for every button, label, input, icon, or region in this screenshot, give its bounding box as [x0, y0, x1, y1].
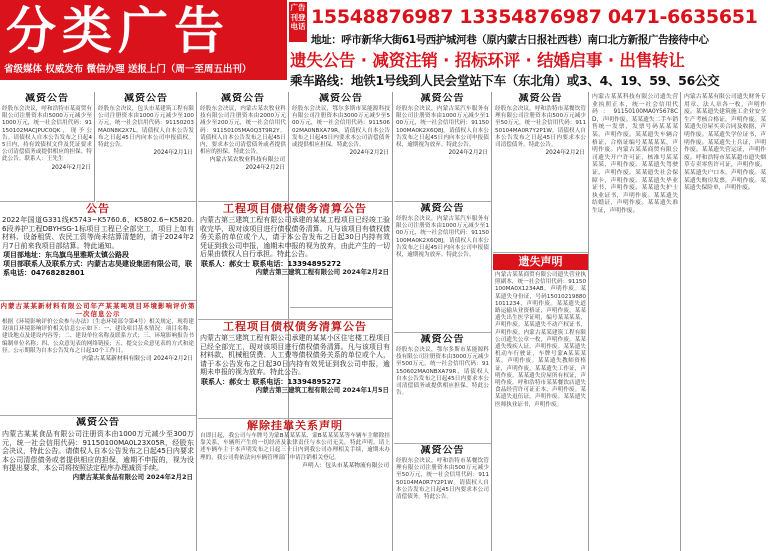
notice-affiliation-termination [198, 420, 392, 551]
notice-date: 2024年2月2日 [51, 164, 91, 171]
notice-title: 减资公告 [25, 93, 69, 104]
notice-title: 减资公告 [518, 93, 563, 104]
notice-date: 内蒙古某农牧业科技有限公司 2024年2月2日 [209, 157, 285, 171]
notice-body: 内蒙古第三建筑工程有限公司承建的某某工程项目已经竣工验收完毕，现对该项目进行债权债务清算。凡与该项目有债权债务关系的单位或个人，请于本公告发布之日起30日内持有效凭证到我公司申报，逾期未申报的视为放弃，由此产生的一切后果由债权人自行承担。特此公告。 [200, 216, 390, 259]
notice-capital-reduction [493, 93, 588, 253]
notice-date: 2024年2月2日 [349, 150, 389, 157]
notice-capital-reduction [96, 93, 196, 202]
column-divider [588, 92, 589, 551]
column-divider [94, 92, 95, 202]
lost-notice-body: 内蒙古某某科技有限公司遗失营业执照正本，统一社会信用代码：91150100MA0Y5678CD，声明作废。某某遗失二手车销售统一发票，发票号码某某某某，声明作废。某某遗失车辆合格证，合格证编号某某某某，声明作废。内蒙古某某商贸有限公司遗失开户许可证，核准号某某某某，声明作废。某某遗失驾驶证，声明作废。某某遗失社会保障卡，声明作废。某某遗失毕业证书，声明作废。某某遗失护士执业证书，声明作废。某某遗失结婚证，声明作废。某某遗失准生证，声明作废。 [592, 94, 678, 214]
notice-date: 2024年2月2日 [448, 150, 488, 157]
notice-contact-address: 项目部地址：东乌旗乌里雅斯太镇公路段 [3, 251, 129, 260]
notice-debt-clearance [198, 321, 392, 419]
notice-title: 减资公告 [319, 93, 363, 104]
hotline-tag: 广告刊登电话 [289, 2, 307, 42]
notice-title: 减资公告 [420, 334, 465, 345]
notice-date: 内蒙古第三建筑工程有限公司 2024年1月5日 [255, 385, 389, 394]
notice-capital-reduction [394, 334, 491, 444]
notice-body: 内蒙古某某食品有限公司注册资本由1000万元减少至300万元，统一社会信用代码：91150100MA0L23X05R，经股东会决议，特此公告。请债权人自本公告发布之日起45日内要求本公司清偿债务或者提供相应的担保，逾期不申报的，视为没有提出要求，本公司将按照法定程序办理减资手续。 [2, 430, 194, 473]
notice-title: 公告 [86, 203, 110, 215]
notice-body: 自即日起，我公司与车牌号为蒙B某某某某、蒙B某某某某等车辆车主解除挂靠关系，车辆所产生的一切经济及法律责任与本公司无关，特此声明。请上述车辆车主于本声明发布之日起三十日内到我公司办理相关手续，逾期未办理的，我公司将依法向车辆管理部门申请注销相关登记。 [200, 433, 390, 461]
notice-capital-reduction [394, 445, 491, 551]
notice-project-completion [0, 203, 196, 301]
column-divider [392, 92, 393, 551]
notice-body: 经股东会决议，鄂尔多斯市某能源科技有限公司注册资本由3000万元减少至500万元，统一社会信用代码：91150602MA0NBXA79R。请债权人自本公告发布之日起45日内要求本公司清偿债务或提供相应担保。特此公告。 [292, 106, 390, 149]
notice-contact: 联系人：郝女士 联系电话：13394895272 [201, 259, 342, 268]
notice-date: 内蒙古第三建筑工程有限公司 2024年2月2日 [255, 267, 389, 276]
notice-body: 2022年国道G331线K5743~K5760.6、K5802.6~K5820.6段养护工程DBYHSG-1标项目工程已全部完工，项目上如有材料、设备租赁、农民工资等尚未结算清楚的，请于2024年2月7日前来我项目部结算。特此通知。 [2, 216, 194, 250]
notice-title: 工程项目债权债务清算公告 [223, 203, 367, 215]
notice-title: 减资公告 [420, 445, 465, 456]
notice-title: 工程项目债权债务清算公告 [223, 321, 367, 333]
service-list: 遗失公告 · 减资注销 · 招标环评 · 结婚启事 · 出售转让 [290, 51, 685, 70]
notice-body: 根据《环境影响评价公众参与办法》（生态环境部令第4号）相关规定，现将建设项目环境影响评价相关信息公示如下：一、建设项目基本情况：项目名称、建设地点及建设内容等；二、建设单位名称及联系方式；三、环境影响报告书编制单位名称；四、公众意见表的网络链接；五、提交公众意见表的方式和途径。公示期限为自本公告发布之日起10个工作日。 [2, 319, 194, 354]
office-address: 地址：呼市新华大街61号西护城河巷（原内蒙古日报社西巷）南口北方新报广告接待中心 [311, 34, 709, 46]
notice-body: 经股东会决议，呼和浩特市某餐饮管理有限公司注册资本由500万元减少至50万元，统一社会信用代码：91150104MA0R7Y2P1W。请债权人自本公告发布之日起45日内要求本公司清偿债务。特此公告。 [396, 458, 489, 501]
column-divider [491, 92, 492, 551]
notice-capital-reduction [0, 93, 94, 202]
notice-title: 减资公告 [76, 417, 120, 428]
lost-notice-list [590, 93, 680, 551]
notice-title: 减资公告 [420, 93, 465, 104]
notice-body: 经股东会决议，内蒙古某农牧业科技有限公司注册资本由2000万元减少至200万元，统一社会信用代码：91150105MA0Q3T9R2Y。请债权人自本公告发布之日起45日内，要求本公司清偿债务或者提供相应的担保。特此公告。 [200, 106, 286, 156]
notice-capital-reduction [0, 417, 196, 551]
column-divider [196, 202, 197, 551]
notice-capital-reduction [290, 203, 392, 308]
notice-date: 2024年2月2日 [545, 150, 585, 157]
notice-title: 内蒙古某某新材料有限公司年产某某吨项目环境影响评价第一次信息公示 [0, 302, 196, 318]
hotline-phones: 15548876987 13354876987 0471-6635651 [311, 6, 758, 28]
column-divider [196, 92, 197, 202]
bus-route: 乘车路线：地铁1号线到人民会堂站下车（东北角）或3、4、19、59、56公交 [290, 73, 720, 88]
notice-body: 经股东会决议，呼和浩特市某商贸有限公司注册资本由5000万元减少至1000万元，统一社会信用代码：91150102MACJPUC0QK，现予公告。请债权人自本公告发布之日起45日内，持有效债权文件及凭证要求公司清偿债务或提供相应的担保。特此公告。联系人：王先生 [2, 106, 92, 163]
notice-body: 经股东会决议，内蒙古某汽车服务有限公司注册资本由1000万元减少至100万元，统一社会信用代码：91150100MA0K2X6Q8J。请债权人自本公告发布之日起45日内向本公司申报债权，逾期视为放弃。特此公告。 [396, 216, 489, 259]
notice-date: 内蒙古某某新材料有限公司 2024年2月2日 [82, 356, 193, 363]
notice-capital-reduction [394, 93, 491, 202]
notice-body: 经股东会决议，鄂尔多斯市某能源科技有限公司注册资本由3000万元减少至500万元，统一社会信用代码：91150602MA0NBXA79R。请债权人自本公告发布之日起45日内要求本公司清偿债务或提供相应担保。特此公告。 [396, 347, 489, 397]
notice-title: 减资公告 [124, 93, 168, 104]
notice-body: 经股东会决议，呼和浩特市某餐饮管理有限公司注册资本由500万元减少至50万元，统一社会信用代码：91150104MA0R7Y2P1W。请债权人自本公告发布之日起45日内要求本公司清偿债务。特此公告。 [495, 106, 586, 149]
masthead [0, 0, 287, 80]
lost-notice-body: 内蒙古某某有限公司遗失财务专用章、法人章各一枚，声明作废。某某遗失建筑施工企业安全生产考核合格证，声明作废。某某遗失房屋买卖合同及收据，声明作废。某某遗失学位证书，声明作废。某某遗失士兵证，声明作废。某某遗失营运证，声明作废。呼和浩特市某某超市遗失烟草专卖零售许可证，声明作废。某某遗失户口本，声明作废。某某遗失购房发票，声明作废。某某遗失保险单，声明作废。 [684, 94, 766, 192]
lost-notice-heading: 遗失声明 [493, 254, 588, 270]
notice-title: 解除挂靠关系声明 [247, 420, 343, 432]
lost-notice-list [493, 271, 588, 551]
notice-title: 减资公告 [221, 93, 265, 104]
notice-capital-reduction [198, 93, 288, 202]
notice-title: 减资公告 [420, 203, 465, 214]
notice-signatory: 声明人：包头市某某物流有限公司 [302, 462, 389, 469]
column-divider [680, 92, 681, 551]
notice-contact: 联系人：郝女士 联系电话：13394895272 [201, 377, 342, 386]
masthead-title: 分类广告 [6, 1, 230, 60]
lost-notice-body: 内蒙古某某商贸有限公司遗失营业执照副本，统一社会信用代码：91150100MA0X1234AB，声明作废。某某遗失身份证，号码150102198801011234，声明作废。某某遗失道路运输从业资格证，声明作废。某某遗失出生医学证明，编号某某某某，声明作废。某某遗失不动产权证书，声明作废。内蒙古某某建筑工程有限公司遗失公章一枚，声明作废。某某遗失残疾人证，声明作废。某某遗失机动车行驶证，车牌号蒙A某某某某，声明作废。某某遗失教师资格证，声明作废。某某遗失工作证，声明作废。某某遗失房屋所有权证，声明作废。呼和浩特市某某餐饮店遗失食品经营许可证正本，声明作废。某某遗失退伍证，声明作废。某某遗失医师执业证书，声明作废。 [495, 272, 586, 408]
notice-capital-reduction [290, 93, 392, 202]
notice-date: 2024年2月1日 [153, 150, 193, 157]
lost-notice-list [682, 93, 768, 551]
notice-date: 内蒙古某某食品有限公司 2024年2月2日 [72, 472, 193, 481]
notice-contact-person: 项目部联系人及联系方式：内蒙古志昊建设集团有限公司，联系电话：04768282801 [3, 260, 192, 278]
notice-body: 内蒙古第三建筑工程有限公司承建的某某小区住宅楼工程项目已经全部完工，现对该项目进行债权债务清算。凡与该项目有材料款、机械租赁费、人工费等债权债务关系的单位或个人，请于本公告发布之日起30日内持有效凭证到我公司申报，逾期未申报的视为放弃。特此公告。 [200, 334, 390, 377]
masthead-subtitle: 省级媒体 权威发布 微信办理 送报上门（周一至周五出刊） [4, 64, 252, 75]
notice-body: 经股东会决议，包头市某建筑工程有限公司注册资本由1000万元减少至100万元，统一社会信用代码：91150203MA0N8K2X7L。请债权人自本公告发布之日起45日内向本公司申报债权。特此公告。 [98, 106, 194, 149]
notice-capital-reduction [394, 203, 491, 333]
notice-body: 经股东会决议，内蒙古某汽车服务有限公司注册资本由1000万元减少至100万元，统一社会信用代码：91150100MA0K2X6Q8J。请债权人自本公告发布之日起45日内向本公司申报债权，逾期视为放弃。特此公告。 [396, 106, 489, 149]
notice-environmental-assessment [0, 302, 196, 416]
